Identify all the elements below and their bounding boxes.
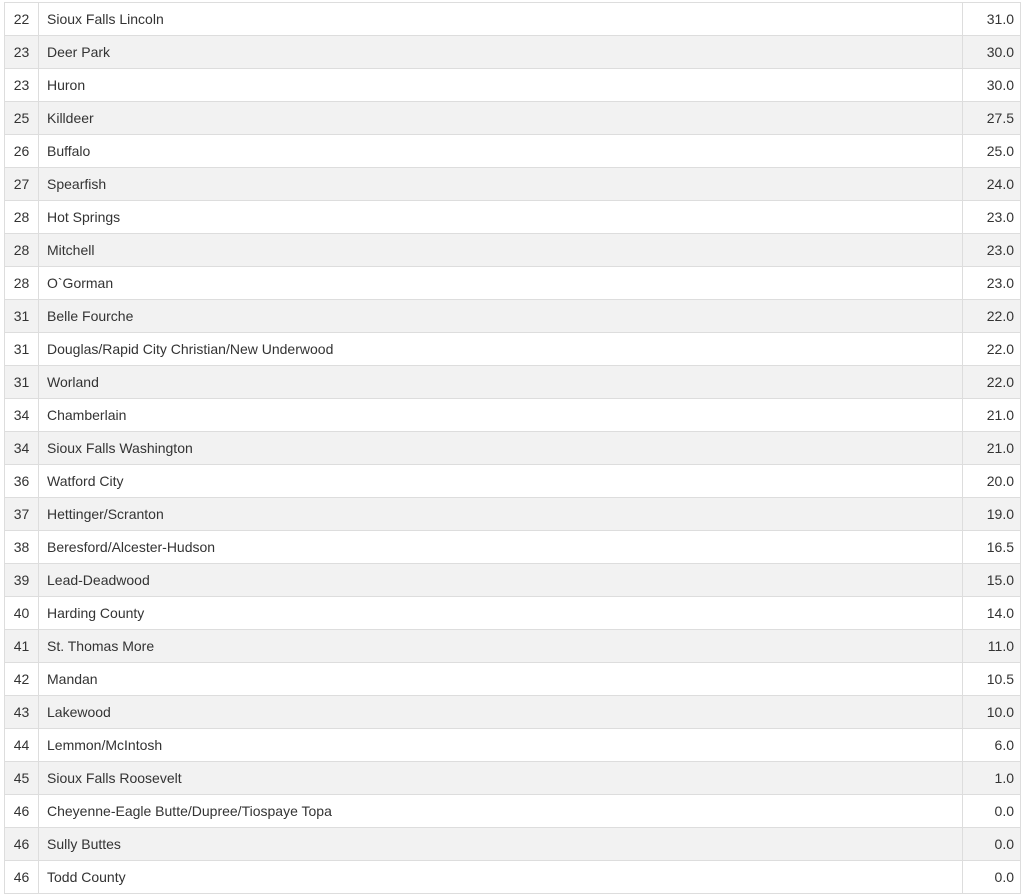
points-cell: 0.0 xyxy=(963,795,1021,828)
team-name-cell: Huron xyxy=(39,69,963,102)
rank-cell: 34 xyxy=(5,399,39,432)
team-name-cell: Killdeer xyxy=(39,102,963,135)
rank-cell: 38 xyxy=(5,531,39,564)
points-cell: 24.0 xyxy=(963,168,1021,201)
table-row xyxy=(5,267,1021,300)
table-row xyxy=(5,36,1021,69)
points-cell: 22.0 xyxy=(963,300,1021,333)
team-name-cell: Cheyenne-Eagle Butte/Dupree/Tiospaye Topa xyxy=(39,795,963,828)
rank-cell: 27 xyxy=(5,168,39,201)
team-name-cell: Buffalo xyxy=(39,135,963,168)
rank-cell: 34 xyxy=(5,432,39,465)
points-cell: 31.0 xyxy=(963,3,1021,36)
rank-cell: 28 xyxy=(5,234,39,267)
points-cell: 10.0 xyxy=(963,696,1021,729)
rank-cell: 39 xyxy=(5,564,39,597)
rank-cell: 46 xyxy=(5,828,39,861)
standings-body xyxy=(5,3,1021,894)
standings-table xyxy=(4,2,1021,894)
table-row xyxy=(5,201,1021,234)
team-name-cell: Deer Park xyxy=(39,36,963,69)
points-cell: 23.0 xyxy=(963,267,1021,300)
points-cell: 22.0 xyxy=(963,366,1021,399)
rank-cell: 31 xyxy=(5,300,39,333)
table-row xyxy=(5,366,1021,399)
points-cell: 19.0 xyxy=(963,498,1021,531)
points-cell: 0.0 xyxy=(963,861,1021,894)
points-cell: 0.0 xyxy=(963,828,1021,861)
team-name-cell: Beresford/Alcester-Hudson xyxy=(39,531,963,564)
rank-cell: 45 xyxy=(5,762,39,795)
points-cell: 20.0 xyxy=(963,465,1021,498)
rank-cell: 26 xyxy=(5,135,39,168)
team-name-cell: Sioux Falls Roosevelt xyxy=(39,762,963,795)
table-row xyxy=(5,168,1021,201)
table-row xyxy=(5,432,1021,465)
rank-cell: 23 xyxy=(5,36,39,69)
points-cell: 21.0 xyxy=(963,399,1021,432)
team-name-cell: Hettinger/Scranton xyxy=(39,498,963,531)
table-row xyxy=(5,696,1021,729)
rank-cell: 40 xyxy=(5,597,39,630)
rank-cell: 22 xyxy=(5,3,39,36)
team-name-cell: Lemmon/McIntosh xyxy=(39,729,963,762)
team-name-cell: Worland xyxy=(39,366,963,399)
table-row xyxy=(5,333,1021,366)
rank-cell: 41 xyxy=(5,630,39,663)
points-cell: 22.0 xyxy=(963,333,1021,366)
team-name-cell: Mitchell xyxy=(39,234,963,267)
table-row xyxy=(5,531,1021,564)
team-name-cell: Chamberlain xyxy=(39,399,963,432)
rank-cell: 28 xyxy=(5,201,39,234)
team-name-cell: Douglas/Rapid City Christian/New Underwood xyxy=(39,333,963,366)
points-cell: 21.0 xyxy=(963,432,1021,465)
team-name-cell: O`Gorman xyxy=(39,267,963,300)
rank-cell: 31 xyxy=(5,333,39,366)
table-row xyxy=(5,663,1021,696)
rank-cell: 25 xyxy=(5,102,39,135)
rank-cell: 46 xyxy=(5,861,39,894)
table-row xyxy=(5,300,1021,333)
points-cell: 6.0 xyxy=(963,729,1021,762)
points-cell: 15.0 xyxy=(963,564,1021,597)
points-cell: 30.0 xyxy=(963,69,1021,102)
team-name-cell: Belle Fourche xyxy=(39,300,963,333)
rank-cell: 28 xyxy=(5,267,39,300)
rank-cell: 36 xyxy=(5,465,39,498)
table-row xyxy=(5,3,1021,36)
points-cell: 23.0 xyxy=(963,234,1021,267)
team-name-cell: Lakewood xyxy=(39,696,963,729)
points-cell: 1.0 xyxy=(963,762,1021,795)
points-cell: 25.0 xyxy=(963,135,1021,168)
rank-cell: 31 xyxy=(5,366,39,399)
table-row xyxy=(5,498,1021,531)
table-row xyxy=(5,234,1021,267)
table-row xyxy=(5,399,1021,432)
points-cell: 27.5 xyxy=(963,102,1021,135)
team-name-cell: Lead-Deadwood xyxy=(39,564,963,597)
team-name-cell: Todd County xyxy=(39,861,963,894)
rank-cell: 23 xyxy=(5,69,39,102)
points-cell: 23.0 xyxy=(963,201,1021,234)
table-row xyxy=(5,465,1021,498)
table-row xyxy=(5,762,1021,795)
points-cell: 14.0 xyxy=(963,597,1021,630)
team-name-cell: Sioux Falls Lincoln xyxy=(39,3,963,36)
team-name-cell: Mandan xyxy=(39,663,963,696)
table-row xyxy=(5,69,1021,102)
table-row xyxy=(5,861,1021,894)
team-name-cell: St. Thomas More xyxy=(39,630,963,663)
rank-cell: 42 xyxy=(5,663,39,696)
team-name-cell: Watford City xyxy=(39,465,963,498)
team-name-cell: Hot Springs xyxy=(39,201,963,234)
rank-cell: 44 xyxy=(5,729,39,762)
table-row xyxy=(5,729,1021,762)
rank-cell: 46 xyxy=(5,795,39,828)
team-name-cell: Harding County xyxy=(39,597,963,630)
points-cell: 10.5 xyxy=(963,663,1021,696)
table-row xyxy=(5,135,1021,168)
table-row xyxy=(5,795,1021,828)
table-row xyxy=(5,828,1021,861)
team-name-cell: Spearfish xyxy=(39,168,963,201)
rank-cell: 37 xyxy=(5,498,39,531)
table-row xyxy=(5,630,1021,663)
points-cell: 11.0 xyxy=(963,630,1021,663)
team-name-cell: Sully Buttes xyxy=(39,828,963,861)
points-cell: 16.5 xyxy=(963,531,1021,564)
points-cell: 30.0 xyxy=(963,36,1021,69)
table-row xyxy=(5,564,1021,597)
rank-cell: 43 xyxy=(5,696,39,729)
team-name-cell: Sioux Falls Washington xyxy=(39,432,963,465)
table-row xyxy=(5,102,1021,135)
table-row xyxy=(5,597,1021,630)
